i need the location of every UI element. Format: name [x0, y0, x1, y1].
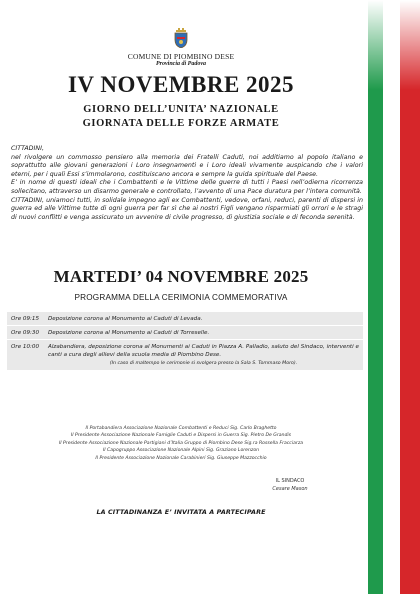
signature-name: Cesare Mason: [272, 486, 308, 492]
schedule-time: Ore 09:15: [11, 315, 40, 322]
page-title: IV NOVEMBRE 2025: [67, 72, 295, 97]
programme-heading: PROGRAMMA DELLA CERIMONIA COMMEMORATIVA: [74, 293, 288, 302]
association-line: Il Presidente Associazione Nazionale Carabinieri Sig. Giuseppe Mazzocchio: [95, 455, 267, 461]
schedule-row: [7, 312, 363, 326]
schedule-row: [7, 326, 363, 340]
subtitle-forze-armate: GIORNATA DELLE FORZE ARMATE: [82, 118, 280, 129]
schedule-desc: Alzabandiera, deposizione corona al Monumenti ai Caduti in Piazza A. Palladio, saluto del Sindaco, interventi e canti a cura degli allievi della scuola media di Piombino Dese.: [48, 343, 359, 358]
schedule-desc: Deposizione corona al Monumento ai Caduti di Torreselle.: [48, 329, 210, 336]
schedule-desc: Deposizione corona al Monumento ai Caduti di Levada.: [48, 315, 203, 322]
signature-block: [260, 477, 320, 493]
paragraph-2: E’ in nome di questi ideali che i Combattenti e le Vittime delle guerre di tutti i Paesi nell’odierna ricorrenza sollecitano, attraverso un disarmo generale e controllato, l’avvento di una Pace duratura per l’intera comunità.: [11, 179, 363, 195]
association-line: Il Capogruppo Associazione Nazionale Alpini Sig. Graziano Lorenzon: [102, 448, 260, 454]
associations-list: [0, 425, 362, 462]
paragraph-3: CITTADINI, uniamoci tutti, in solidale impegno agli ex Combattenti, vedove, orfani, reduci, parenti di dispersi in guerra ed alle Vittime tutte di ogni guerra per far sì che ai nostri Figli vengano risparmiati gli orrori e le stragi di nuovi conflitti e venga assicurato un avvenire di civile progresso, di giustizia sociale e di feconda serenità.: [11, 196, 363, 221]
coat-of-arms-icon: [173, 28, 189, 48]
schedule-row: [7, 340, 363, 371]
association-line: Il Presidente Associazione Nazionale Partigiani d’Italia Gruppo di Piombino Dese Sig.ra Rossella Fracciarza: [58, 440, 304, 446]
signature-role: IL SINDACO: [275, 478, 305, 484]
salutation: CITTADINI,: [11, 145, 44, 152]
flag-fade: [368, 0, 420, 90]
subtitle-unita: GIORNO DELL’UNITA’ NAZIONALE: [83, 104, 279, 115]
proclamation-text: [11, 145, 363, 222]
event-date: MARTEDI’ 04 NOVEMBRE 2025: [53, 267, 309, 286]
comune-name: COMUNE DI PIOMBINO DESE: [127, 52, 235, 61]
schedule-table: [7, 312, 363, 371]
association-line: Il Presidente Associazione Nazionale Famiglie Caduti e Dispersi in Guerra Sig. Pietro De Grandis: [70, 433, 292, 439]
association-line: Il Portabandiera Associazione Nazionale Combattenti e Reduci Sig. Carlo Braghetto: [85, 426, 277, 431]
schedule-time: Ore 09:30: [11, 329, 40, 336]
weather-note: (In caso di maltempo le cerimonie si svolgera presso la Sala S. Tommaso Moro).: [109, 360, 298, 366]
closing-invitation: LA CITTADINANZA E’ INVITATA A PARTECIPARE: [96, 508, 266, 516]
schedule-time: Ore 10:00: [11, 343, 40, 350]
paragraph-1: nel rivolgere un commosso pensiero alla memoria dei Fratelli Caduti, noi additiamo al popolo italiano e soprattutto alle giovani generazioni i Loro insegnamenti e i Loro ideali vivamente auspicando che i valori eterni, per i quali Essi s’immolarono, costituiscano ancora e sempre la guida spirituale del Paese.: [11, 153, 363, 178]
provincia-name: Provincia di Padova: [156, 61, 206, 67]
